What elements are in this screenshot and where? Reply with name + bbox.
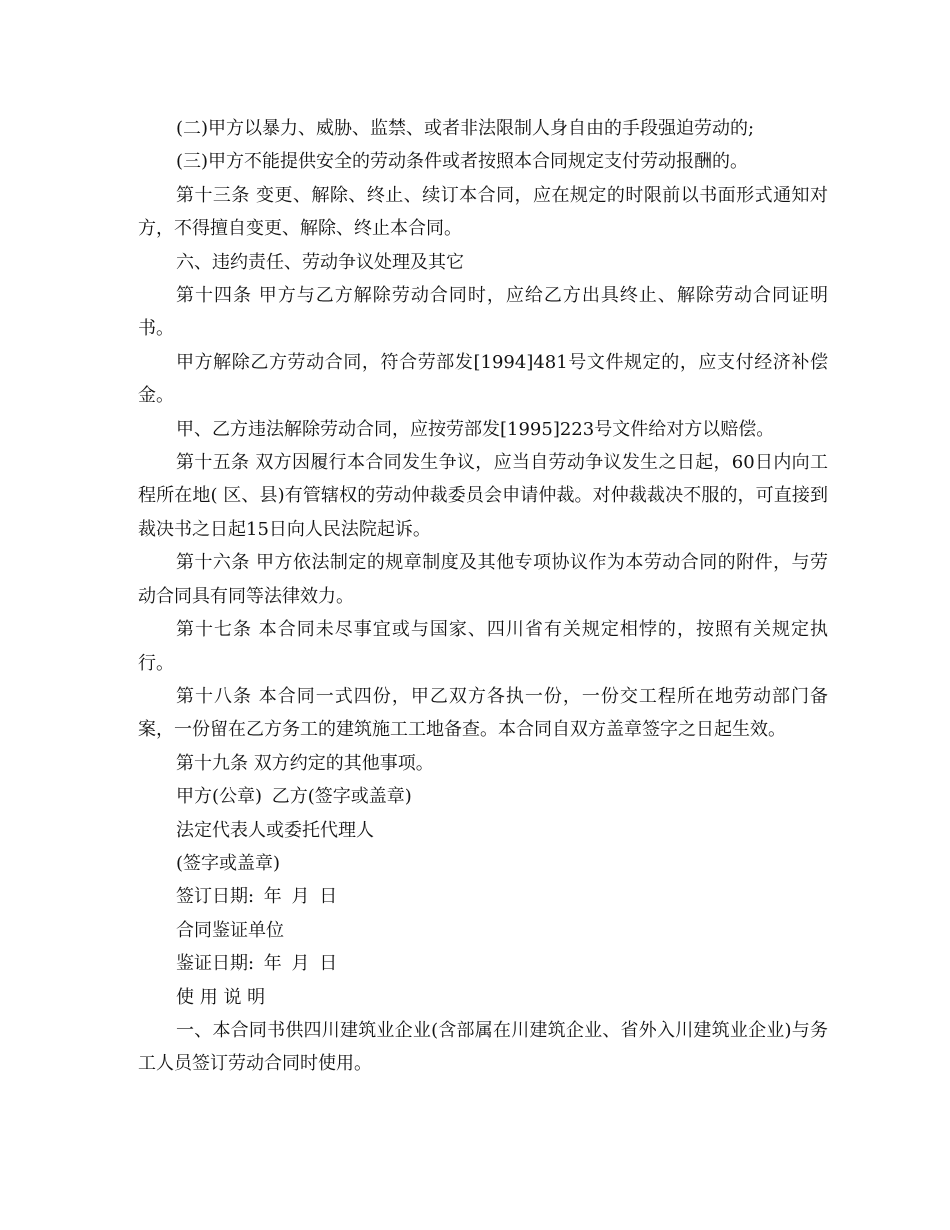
verification-unit: 合同鉴证单位 [176,919,284,941]
signature-parties: 甲方(公章) 乙方(签字或盖章) [176,786,412,808]
paragraph-clause-3: (三)甲方不能提供安全的劳动条件或者按照本合同规定支付劳动报酬的。 [176,151,749,173]
section-heading-6: 六、违约责任、劳动争议处理及其它 [176,251,464,273]
paragraph-article-18: 第十八条 本合同一式四份，甲乙双方各执一份，一份交工程所在地劳动部门备案，一份留在乙方务工的建筑施工工地备查。本合同自双方盖章签字之日起生效。 [138,685,828,741]
document-body [138,112,828,1081]
paragraph-article-19: 第十九条 双方约定的其他事项。 [176,752,434,774]
signing-date: 签订日期: 年 月 日 [176,886,338,908]
paragraph-clause-2: (二)甲方以暴力、威胁、监禁、或者非法限制人身自由的手段强迫劳动的; [176,118,755,139]
verification-date: 鉴证日期: 年 月 日 [176,953,338,975]
paragraph-article-14: 第十四条 甲方与乙方解除劳动合同时，应给乙方出具终止、解除劳动合同证明书。 [138,285,828,340]
paragraph-article-13: 第十三条 变更、解除、终止、续订本合同，应在规定的时限前以书面形式通知对方，不得擅自变更、解除、终止本合同。 [138,184,828,240]
paragraph-article-17: 第十七条 本合同未尽事宜或与国家、四川省有关规定相悖的，按照有关规定执行。 [138,619,828,674]
usage-instruction-1: 一、本合同书供四川建筑业企业(含部属在川建筑企业、省外入川建筑业企业)与务工人员签订劳动合同时使用。 [138,1019,828,1075]
paragraph-article-16: 第十六条 甲方依法制定的规章制度及其他专项协议作为本劳动合同的附件，与劳动合同具有同等法律效力。 [138,552,828,607]
paragraph-indemnity: 甲、乙方违法解除劳动合同，应按劳部发[1995]223号文件给对方以赔偿。 [176,418,775,440]
signature-stamp-note: (签字或盖章) [176,852,281,874]
usage-instructions-heading: 使 用 说 明 [176,986,266,1008]
signature-representative: 法定代表人或委托代理人 [176,819,374,841]
paragraph-article-15: 第十五条 双方因履行本合同发生争议，应当自劳动争议发生之日起，60日内向工程所在地( 区、县)有管辖权的劳动仲裁委员会申请仲裁。对仲裁裁决不服的，可直接到裁决书之日起15日向人民法院起诉。 [138,452,828,540]
paragraph-compensation: 甲方解除乙方劳动合同，符合劳部发[1994]481号文件规定的，应支付经济补偿金。 [138,351,828,407]
